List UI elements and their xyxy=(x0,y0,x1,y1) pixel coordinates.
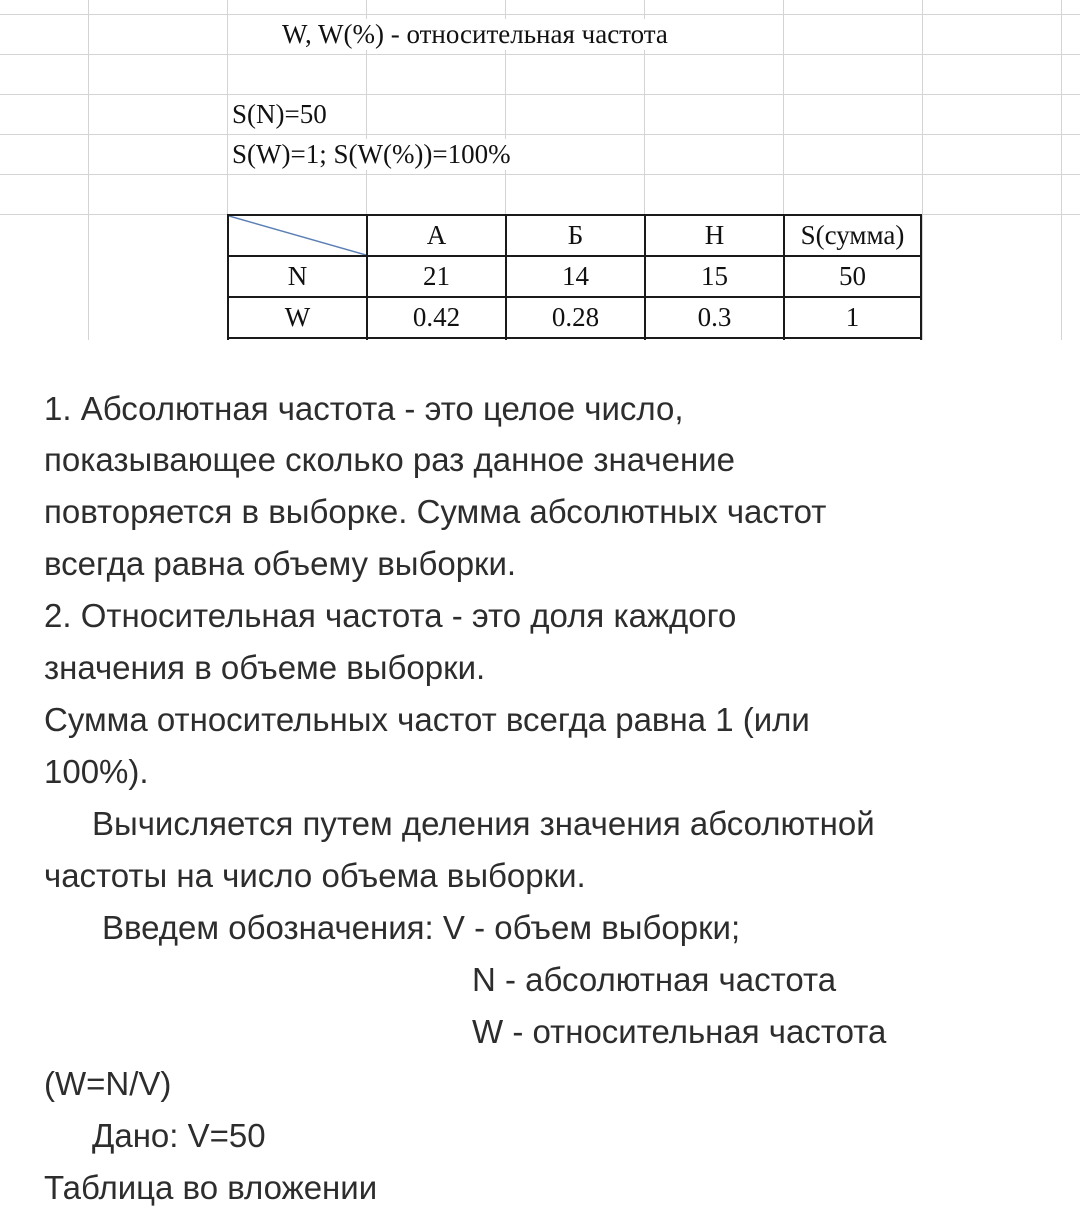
text-line: Дано: V=50 xyxy=(92,1117,266,1154)
grid-line xyxy=(0,174,1080,175)
frequency-table xyxy=(227,214,922,339)
table-border-tail xyxy=(783,336,785,340)
table-cell: 1 xyxy=(784,297,921,338)
text-line: 1. Абсолютная частота - это целое число, xyxy=(44,390,684,427)
header-cell-sum: S(сумма) xyxy=(784,215,921,256)
table-row xyxy=(228,256,921,297)
grid-line xyxy=(922,0,923,340)
row-label: W xyxy=(228,297,367,338)
table-border-tail xyxy=(505,336,507,340)
table-border-tail xyxy=(227,336,229,340)
diagonal-line xyxy=(229,216,366,255)
text-line: N - абсолютная частота xyxy=(472,961,837,998)
sum-n-line: S(N)=50 xyxy=(232,99,327,129)
text-line: повторяется в выборке. Сумма абсолютных частот xyxy=(44,493,827,530)
table-cell: 0.28 xyxy=(506,297,645,338)
text-line: 2. Относительная частота - это доля каждого xyxy=(44,597,737,634)
header-cell-b: Б xyxy=(506,215,645,256)
text-line: Таблица во вложении xyxy=(44,1169,378,1206)
table-cell: 21 xyxy=(367,256,506,297)
grid-line xyxy=(88,0,89,340)
table-cell: 50 xyxy=(784,256,921,297)
text-line: W - относительная частота xyxy=(472,1013,887,1050)
header-cell-a: A xyxy=(367,215,506,256)
text-line: Сумма относительных частот всегда равна 1 (или xyxy=(44,701,810,738)
table-cell: 14 xyxy=(506,256,645,297)
table-border-tail xyxy=(644,336,646,340)
table-row xyxy=(228,297,921,338)
header-cell-h: Н xyxy=(645,215,784,256)
grid-line xyxy=(0,14,1080,15)
grid-line xyxy=(0,134,1080,135)
text-line: (W=N/V) xyxy=(44,1065,172,1102)
text-line: всегда равна объему выборки. xyxy=(44,545,517,582)
table-cell: 15 xyxy=(645,256,784,297)
text-line: показывающее сколько раз данное значение xyxy=(44,441,735,478)
grid-line xyxy=(0,94,1080,95)
grid-line xyxy=(1061,0,1062,340)
table-border-tail xyxy=(366,336,368,340)
grid-line xyxy=(0,54,1080,55)
table-border-tail xyxy=(920,336,922,340)
table-cell: 0.3 xyxy=(645,297,784,338)
table-cell: 0.42 xyxy=(367,297,506,338)
sum-w-line: S(W)=1; S(W(%))=100% xyxy=(232,139,511,169)
row-label: N xyxy=(228,256,367,297)
text-line: 100%). xyxy=(44,753,149,790)
table-header-row xyxy=(228,215,921,256)
text-line: Введем обозначения: V - объем выборки; xyxy=(102,909,741,946)
text-line: частоты на число объема выборки. xyxy=(44,857,586,894)
text-line: Вычисляется путем деления значения абсолютной xyxy=(92,805,875,842)
diagonal-corner-cell xyxy=(228,215,367,256)
spreadsheet-screenshot xyxy=(0,0,1080,340)
sheet-caption: W, W(%) - относительная частота xyxy=(282,19,668,49)
text-line: значения в объеме выборки. xyxy=(44,649,486,686)
